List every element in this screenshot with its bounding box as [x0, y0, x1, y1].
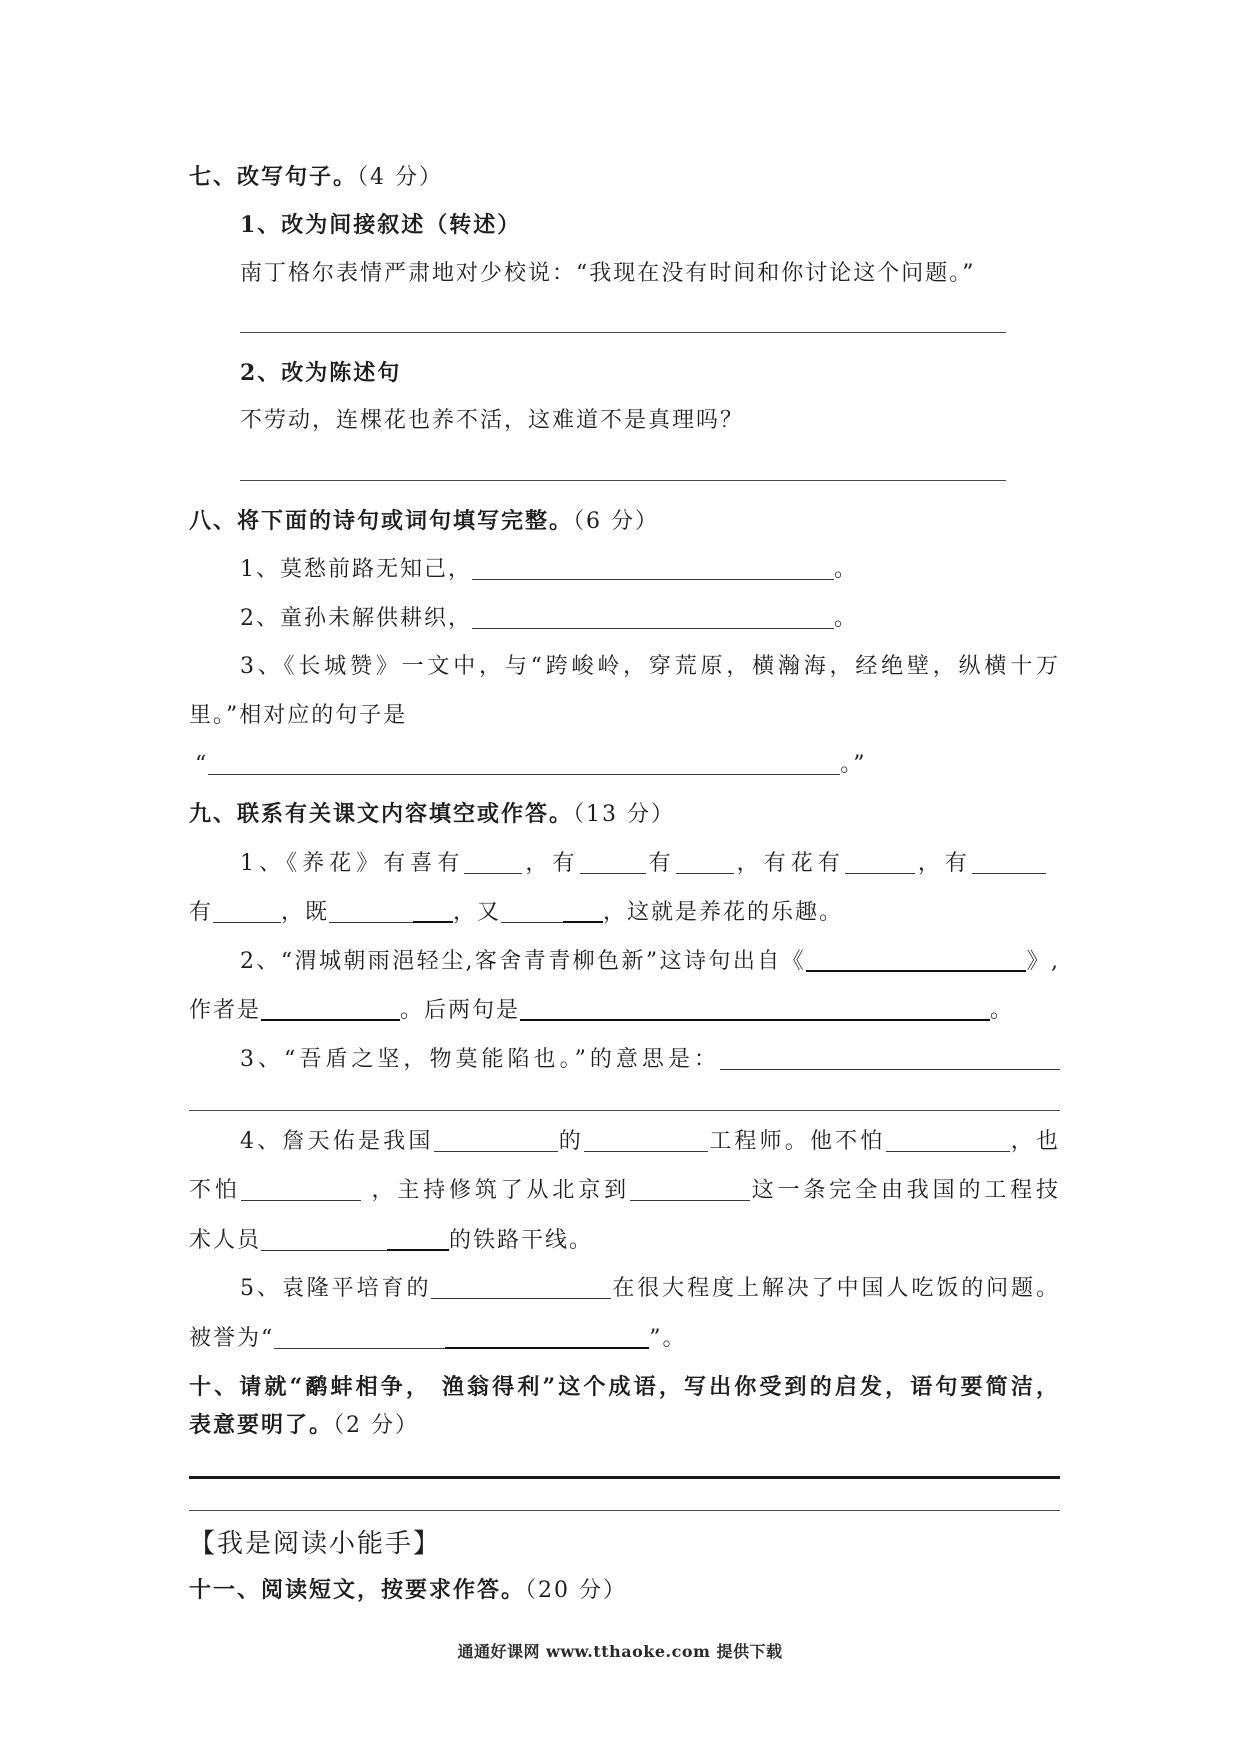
text-part: 的 [557, 1129, 584, 1154]
answer-blank [329, 902, 413, 923]
q9-item2-line1 [240, 947, 1060, 977]
q10-score: （2 分） [333, 1413, 420, 1438]
q8-item1-suffix: 。 [834, 557, 859, 582]
q9-item3-answer-line [189, 1110, 1060, 1111]
answer-blank [972, 853, 1046, 874]
answer-blank [472, 559, 834, 580]
answer-blank [387, 1229, 449, 1251]
text-part: 有 [189, 900, 214, 925]
q10-line2-text: 表意要明了。 [189, 1412, 334, 1438]
q7-score: （4 分） [357, 165, 444, 190]
answer-blank [261, 999, 400, 1021]
answer-blank [563, 901, 603, 923]
page-footer: 通通好课网 www.tthaoke.com 提供下载 [457, 1642, 783, 1661]
q9-item4-line3 [189, 1226, 1060, 1256]
answer-blank [676, 853, 734, 874]
q8-item2-suffix: 。 [834, 606, 859, 631]
q7-item1-text: 南丁格尔表情严肃地对少校说：“我现在没有时间和你讨论这个问题。” [240, 261, 976, 286]
text-part: ，既 [281, 900, 330, 925]
q7-heading [189, 162, 1060, 192]
answer-blank [845, 853, 915, 874]
q9-item2-line2 [189, 996, 1060, 1026]
q10-answer-line-2 [189, 1510, 1060, 1511]
text-part: 作者是 [189, 998, 262, 1023]
text-part: ，也 [1009, 1129, 1060, 1154]
q9-item5-line1 [240, 1274, 1060, 1304]
q9-item1-line1 [240, 849, 1046, 879]
text-part: 。后两句是 [400, 998, 521, 1023]
text-part: 》, [1026, 949, 1060, 974]
q9-heading [189, 799, 1060, 829]
text-part: 3、“吾盾之坚，物莫能陷也。”的意思是： [240, 1047, 720, 1072]
close-quote: 。” [840, 752, 867, 777]
text-part: 不怕 [189, 1178, 241, 1203]
answer-blank [886, 1131, 1010, 1152]
text-part: ，有 [914, 851, 972, 876]
q8-item2-prefix: 2、童孙未解供耕织， [240, 606, 472, 631]
reading-section-heading: 【我是阅读小能手】 [189, 1529, 442, 1559]
answer-blank [501, 902, 563, 923]
answer-blank [445, 1327, 649, 1349]
q8-item3-line1: 3、《长城赞》一文中，与“跨峻岭，穿荒原，横瀚海，经绝壁，纵横十万 [240, 654, 1060, 679]
q9-item1-line2 [189, 898, 1060, 928]
q11-heading [189, 1575, 1060, 1605]
text-part: 术人员 [189, 1228, 262, 1253]
text-part: 在很大程度上解决了中国人吃饭的问题。 [611, 1276, 1060, 1301]
q9-item3-line1 [240, 1045, 1060, 1075]
open-quote: “ [195, 752, 209, 777]
text-part: 1、《养花》有喜有 [240, 851, 465, 876]
answer-blank [208, 754, 840, 775]
q9-score: （13 分） [573, 802, 676, 827]
q7-title: 七、改写句子。 [189, 164, 358, 190]
q7-item2-text: 不劳动，连棵花也养不活，这难道不是真理吗？ [240, 408, 745, 433]
answer-blank [630, 1180, 750, 1201]
answer-blank [213, 902, 281, 923]
answer-blank [261, 1230, 387, 1251]
text-part: 被誉为“ [189, 1326, 275, 1351]
answer-blank [464, 853, 522, 874]
answer-blank [584, 1131, 708, 1152]
answer-blank [520, 999, 990, 1021]
text-part: 。 [990, 998, 1015, 1023]
q9-item4-line1 [240, 1127, 1060, 1157]
q7-item2-label: 2、改为陈述句 [240, 360, 402, 386]
q9-title: 九、联系有关课文内容填空或作答。 [189, 801, 574, 827]
q8-score: （6 分） [573, 509, 660, 534]
answer-blank [806, 950, 1026, 972]
answer-blank [431, 1278, 611, 1299]
q10-answer-line-1 [189, 1476, 1060, 1479]
text-part: ，有花有 [733, 851, 845, 876]
text-part: 工程师。他不怕 [708, 1129, 886, 1154]
text-part: 这一条完全由我国的工程技 [749, 1178, 1060, 1203]
q8-item2 [240, 604, 1060, 634]
text-part: 有 [645, 851, 676, 876]
text-part: 5、袁隆平培育的 [240, 1276, 432, 1301]
answer-blank [274, 1328, 445, 1349]
answer-blank [580, 853, 646, 874]
q7-item2-answer-line [240, 480, 1006, 481]
q8-item3-answer [189, 750, 1060, 780]
answer-blank [720, 1049, 1060, 1070]
answer-blank [413, 901, 453, 923]
text-part: ，这就是养花的乐趣。 [603, 900, 844, 925]
q8-item1-prefix: 1、莫愁前路无知己， [240, 557, 472, 582]
q7-item1-label: 1、改为间接叙述（转述） [240, 212, 522, 238]
text-part: ，有 [522, 851, 580, 876]
answer-blank [434, 1131, 558, 1152]
text-part: ，又 [453, 900, 502, 925]
answer-blank [472, 608, 834, 629]
answer-blank [241, 1180, 361, 1201]
text-part: 的铁路干线。 [449, 1228, 594, 1253]
text-part: ”。 [649, 1326, 687, 1351]
q8-heading [189, 506, 1060, 536]
q7-item1-answer-line [240, 332, 1006, 333]
q11-title: 十一、阅读短文，按要求作答。 [189, 1577, 526, 1603]
q11-score: （20 分） [525, 1578, 628, 1603]
text-part: 2、“渭城朝雨浥轻尘,客舍青青柳色新”这诗句出自《 [240, 949, 807, 974]
q8-title: 八、将下面的诗句或词句填写完整。 [189, 508, 574, 534]
q10-line1: 十、请就“鹬蚌相争， 渔翁得利”这个成语，写出你受到的启发，语句要简洁， [189, 1374, 1060, 1400]
q9-item4-line2 [189, 1176, 1060, 1206]
q8-item3-line2: 里。”相对应的句子是 [189, 703, 408, 728]
q9-item5-line2 [189, 1324, 1060, 1354]
q8-item1 [240, 555, 1060, 585]
q10-line2 [189, 1410, 1060, 1440]
text-part: ，主持修筑了从北京到 [360, 1178, 630, 1203]
text-part: 4、詹天佑是我国 [240, 1129, 434, 1154]
